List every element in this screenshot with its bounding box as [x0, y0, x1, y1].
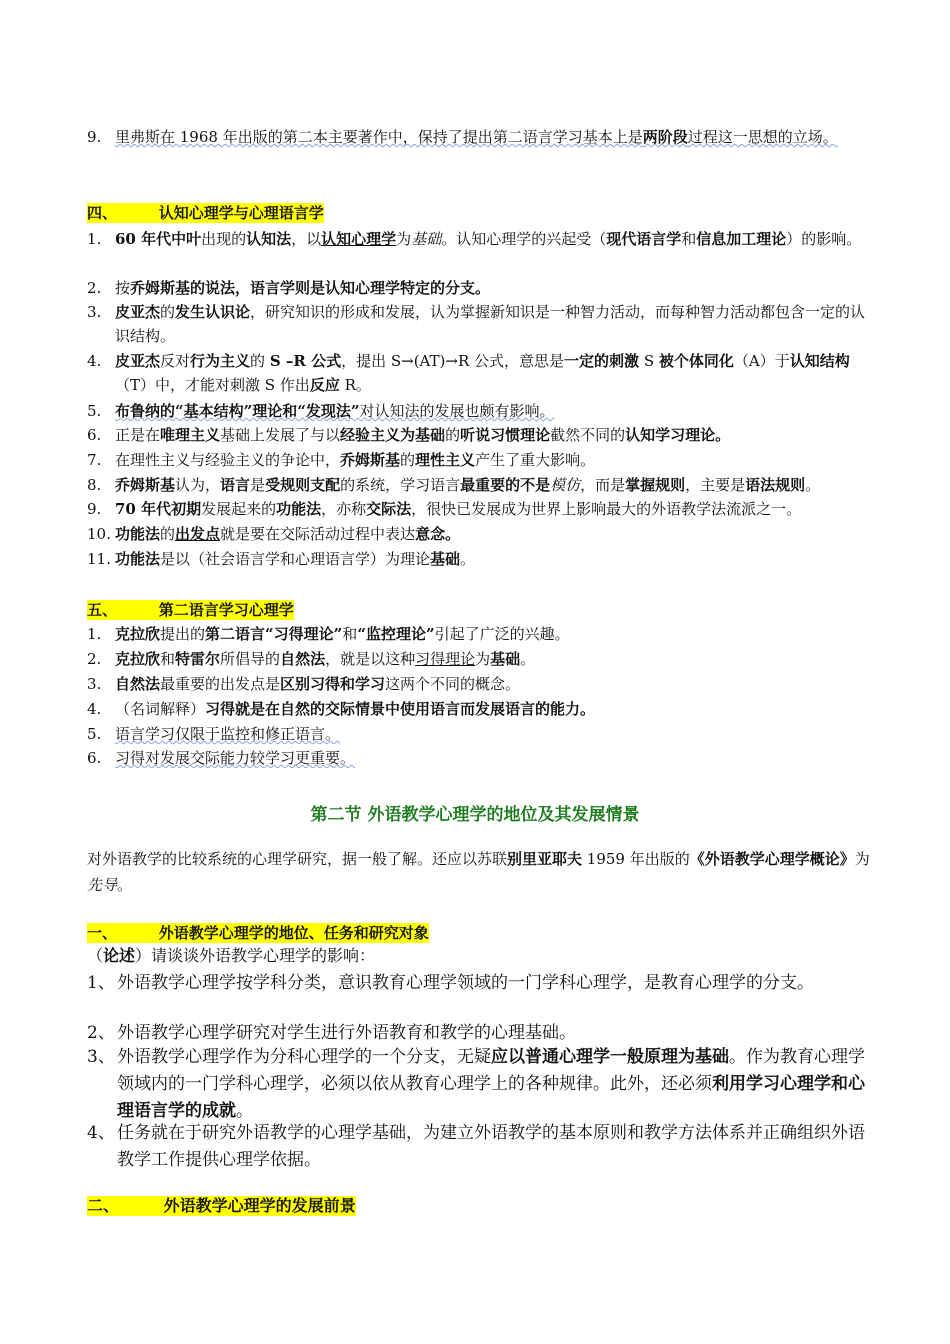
text-run: 过程这一思想的立场。: [687, 128, 838, 146]
section-heading: 二、 外语教学心理学的发展前景: [87, 1196, 356, 1215]
list-text: 自然法最重要的出发点是区别习得和学习这两个不同的概念。: [115, 675, 521, 693]
list-text: 功能法是以（社会语言学和心理语言学）为理论基础。: [115, 550, 476, 568]
list-text: 70 年代初期发展起来的功能法，亦称交际法，很快已发展成为世界上影响最大的外语教学法流派之一。: [115, 500, 802, 518]
list-number: 1.: [87, 230, 102, 248]
list-number: 9.: [87, 500, 102, 518]
list-item: [87, 697, 872, 721]
list-number: 4、: [87, 1123, 115, 1143]
list-item: [87, 276, 872, 300]
list-item: [87, 448, 872, 472]
list-item: [87, 300, 872, 348]
section-heading: 五、 第二语言学习心理学: [87, 601, 294, 619]
list-text: 皮亚杰的发生认识论，研究知识的形成和发展，认为掌握新知识是一种智力活动，而每种智力活动都包含一定的认识结构。: [115, 303, 866, 345]
list-item: [87, 1044, 872, 1125]
list-text: 语言学习仅限于监控和修正语言。: [115, 725, 341, 743]
list-text: 乔姆斯基认为，语言是受规则支配的系统，学习语言最重要的不是模仿，而是掌握规则，主要是语法规则。: [115, 476, 821, 494]
section-heading: 一、 外语教学心理学的地位、任务和研究对象: [87, 924, 429, 942]
section-heading: 四、 认知心理学与心理语言学: [87, 204, 324, 222]
list-item: [87, 125, 872, 149]
section-title: 第二节 外语教学心理学的地位及其发展情景: [310, 805, 640, 825]
list-item: [87, 746, 872, 770]
list-text: 任务就在于研究外语教学的心理学基础，为建立外语教学的基本原则和教学方法体系并正确组织外语教学工作提供心理学依据。: [117, 1123, 865, 1170]
list-text: 在理性主义与经验主义的争论中，乔姆斯基的理性主义产生了重大影响。: [115, 451, 596, 469]
list-item: [87, 970, 872, 997]
list-text: 外语教学心理学作为分科心理学的一个分支，无疑应以普通心理学一般原理为基础。作为教育心理学领域内的一门学科心理学，必须以依从教育心理学上的各种规律。此外，还必须利用学习心理学和心理语言学的成就。: [117, 1047, 865, 1121]
list-number: 9.: [87, 128, 102, 146]
list-number: 3.: [87, 303, 102, 321]
list-number: 7.: [87, 451, 102, 469]
list-text: [115, 125, 872, 149]
list-text: 外语教学心理学按学科分类，意识教育心理学领域的一门学科心理学，是教育心理学的分支。: [117, 973, 814, 993]
list-item: [87, 497, 872, 521]
list-item: [87, 1020, 872, 1047]
list-number: 3.: [87, 675, 102, 693]
list-text: 60 年代中叶出现的认知法，以认知心理学为基础。认知心理学的兴起受（现代语言学和信息加工理论）的影响。: [115, 230, 862, 248]
list-text: 克拉欣提出的第二语言“习得理论”和“监控理论”引起了广泛的兴趣。: [115, 625, 570, 643]
list-text: （名词解释）习得就是在自然的交际情景中使用语言而发展语言的能力。: [115, 700, 596, 718]
list-text: 正是在唯理主义基础上发展了与以经验主义为基础的听说习惯理论截然不同的认知学习理论。: [115, 426, 731, 444]
list-item: [87, 647, 872, 671]
list-number: 6.: [87, 426, 102, 444]
list-item: [87, 722, 872, 746]
list-number: 1、: [87, 973, 115, 993]
list-number: 11.: [87, 550, 111, 568]
text-run: 里弗斯在 1968 年出版的第二本主要著作中，保持了提出第二语言学习基本上是: [115, 128, 643, 146]
list-number: 2.: [87, 279, 102, 297]
text-run-bold: 两阶段: [642, 128, 688, 146]
lead-text: （论述）请谈谈外语教学心理学的影响：: [87, 946, 376, 965]
list-number: 1.: [87, 625, 102, 643]
list-number: 3、: [87, 1047, 115, 1067]
list-item: [87, 399, 872, 423]
list-item: [87, 672, 872, 696]
list-item: [87, 423, 872, 447]
list-item: [87, 473, 872, 497]
list-text: 按乔姆斯基的说法，语言学则是认知心理学特定的分支。: [115, 279, 491, 297]
list-text: 布鲁纳的“基本结构”理论和“发现法”对认知法的发展也颇有影响。: [115, 402, 555, 420]
list-number: 4.: [87, 352, 102, 370]
list-number: 4.: [87, 700, 102, 718]
list-item: [87, 522, 872, 546]
list-item: [87, 349, 872, 397]
intro-paragraph: 对外语教学的比较系统的心理学研究，据一般了解。还应以苏联别里亚耶夫 1959 年出版的《外语教学心理学概论》为先导。: [87, 850, 870, 894]
list-text: 功能法的出发点就是要在交际活动过程中表达意念。: [115, 525, 461, 543]
list-number: 5.: [87, 402, 102, 420]
list-text: 皮亚杰反对行为主义的 S –R 公式，提出 S→(AT)→R 公式，意思是一定的刺激 S 被个体同化（A）于认知结构（T）中，才能对刺激 S 作出反应 R。: [115, 352, 850, 394]
list-number: 2、: [87, 1023, 115, 1043]
list-number: 5.: [87, 725, 102, 743]
list-number: 2.: [87, 650, 102, 668]
list-text: 习得对发展交际能力较学习更重要。: [115, 749, 356, 767]
list-number: 6.: [87, 749, 102, 767]
list-item: [87, 227, 872, 251]
list-item: [87, 1120, 872, 1174]
list-item: [87, 622, 872, 646]
list-text: 克拉欣和特雷尔所倡导的自然法，就是以这种习得理论为基础。: [115, 650, 536, 668]
list-item: [87, 547, 872, 571]
list-number: 8.: [87, 476, 102, 494]
list-text: 外语教学心理学研究对学生进行外语教育和教学的心理基础。: [117, 1023, 576, 1043]
list-number: 10.: [87, 525, 111, 543]
